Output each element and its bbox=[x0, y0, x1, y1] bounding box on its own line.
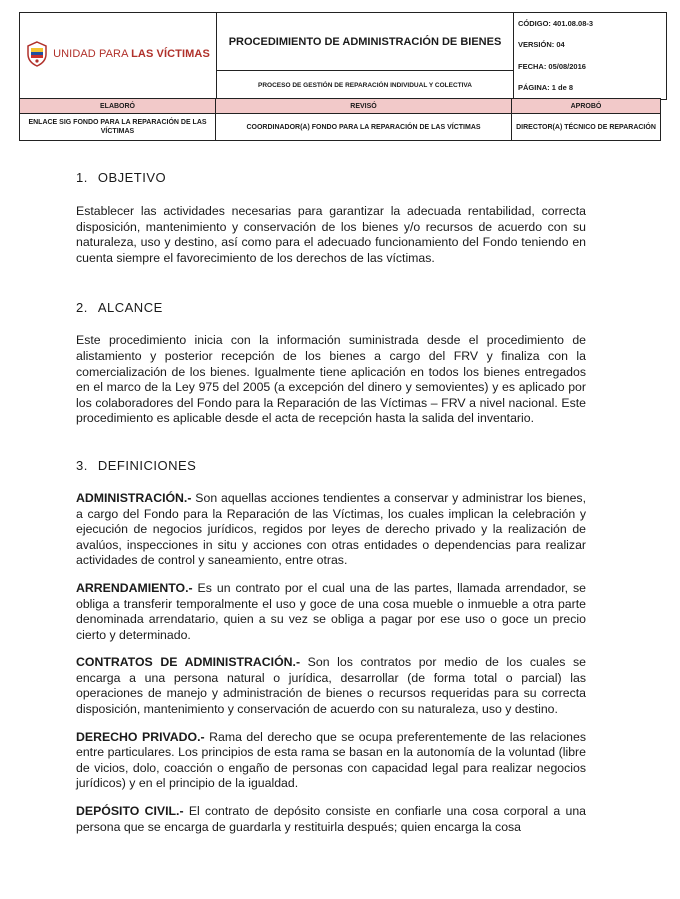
logo-text: UNIDAD PARA LAS VÍCTIMAS bbox=[53, 47, 210, 60]
definition-derecho-privado: DERECHO PRIVADO.- Rama del derecho que se ocupa preferentemente de las relaciones entre particulares. Los principios de esta rama se basan en la autonomía de la voluntad (libre de vicios, dolo, coacción o engaño de personas con capacidad legal para realizar negocios jurídicos) y en el principio de la igualdad. bbox=[76, 729, 586, 791]
document-header bbox=[19, 12, 667, 100]
document-title: PROCEDIMIENTO DE ADMINISTRACIÓN DE BIENES bbox=[217, 13, 513, 71]
reviso-label: REVISÓ bbox=[216, 99, 512, 114]
definition-administracion: ADMINISTRACIÓN.- Son aquellas acciones tendientes a conservar y administrar los bienes, a cargo del Fondo para la Reparación de las Víctimas, los cuales implican la celebración y ejecución de negocios jurídicos, regidos por leyes de derecho privado y la realización de avalúos, inspecciones in situ y acciones con otras entidades o dependencias para realizar actividades de control y saneamiento, entre otras. bbox=[76, 490, 586, 568]
document-code: CÓDIGO: 401.08.08-3 bbox=[518, 18, 594, 28]
definition-arrendamiento: ARRENDAMIENTO.- Es un contrato por el cual una de las partes, llamada arrendador, se obliga a transferir temporalmente el uso y goce de una cosa mueble o inmueble a otra parte denominada arrendatario, quien a su vez se obliga a pagar por ese uso o goce un precio cierto y determinado. bbox=[76, 580, 586, 642]
document-page: PÁGINA: 1 de 8 bbox=[518, 83, 574, 93]
definition-deposito-civil: DEPÓSITO CIVIL.- El contrato de depósito consiste en confiarle una cosa corporal a una persona que se encarga de guardarla y restituirla después; quien encarga la cosa bbox=[76, 804, 586, 834]
approval-table bbox=[19, 98, 661, 141]
document-body bbox=[76, 170, 586, 835]
section-heading-alcance: 2. ALCANCE bbox=[76, 300, 163, 316]
objetivo-text: Establecer las actividades necesarias para garantizar la adecuada rentabilidad, correcta disposición, mantenimiento y conservación de los bienes y/o recursos de acuerdo con su naturaleza, uso y destino, así como para el adecuado funcionamiento del Fondo teniendo en cuenta siempre el favorecimiento de los derechos de las víctimas. bbox=[76, 204, 586, 265]
aprobo-value: DIRECTOR(A) TÉCNICO DE REPARACIÓN bbox=[512, 114, 661, 141]
alcance-text: Este procedimiento inicia con la información suministrada desde el procedimiento de alistamiento y posterior recepción de los bienes a cargo del FRV y finaliza con la comercialización de los bienes. Igualmente tiene aplicación en todos los bienes entregados en el marco de la Ley 975 del 2005 (a excepción del dinero y semovientes) y es aplicado por los colaboradores del Fondo para la Reparación de las Víctimas – FRV a nivel nacional. Este procedimiento es aplicable desde el acta de recepción hasta la salida del inventario. bbox=[76, 333, 586, 426]
process-name: PROCESO DE GESTIÓN DE REPARACIÓN INDIVIDUAL Y COLECTIVA bbox=[258, 81, 472, 89]
document-version: VERSIÓN: 04 bbox=[518, 40, 565, 50]
reviso-value: COORDINADOR(A) FONDO PARA LA REPARACIÓN DE LAS VÍCTIMAS bbox=[216, 114, 512, 141]
aprobo-label: APROBÓ bbox=[512, 99, 661, 114]
section-heading-objetivo: 1. OBJETIVO bbox=[76, 170, 167, 185]
elaboro-value: ENLACE SIG FONDO PARA LA REPARACIÓN DE LAS VÍCTIMAS bbox=[20, 114, 216, 141]
document-date: FECHA: 05/08/2016 bbox=[518, 61, 586, 71]
elaboro-label: ELABORÓ bbox=[20, 99, 216, 114]
title-cell bbox=[217, 13, 514, 100]
unidad-victimas-logo bbox=[26, 41, 210, 67]
logo-cell bbox=[20, 13, 217, 100]
section-heading-definiciones: 3. DEFINICIONES bbox=[76, 457, 197, 473]
colombia-coat-of-arms-icon bbox=[26, 41, 48, 67]
document-meta bbox=[514, 13, 667, 100]
definition-contratos-administracion: CONTRATOS DE ADMINISTRACIÓN.- Son los contratos por medio de los cuales se encarga a una persona natural o jurídica, desarrollar (de forma total o parcial) las operaciones de manejo y administración de bienes o recursos requeridas para su correcta disposición, mantenimiento y conservación de acuerdo con su naturaleza, uso y destino. bbox=[76, 655, 587, 717]
